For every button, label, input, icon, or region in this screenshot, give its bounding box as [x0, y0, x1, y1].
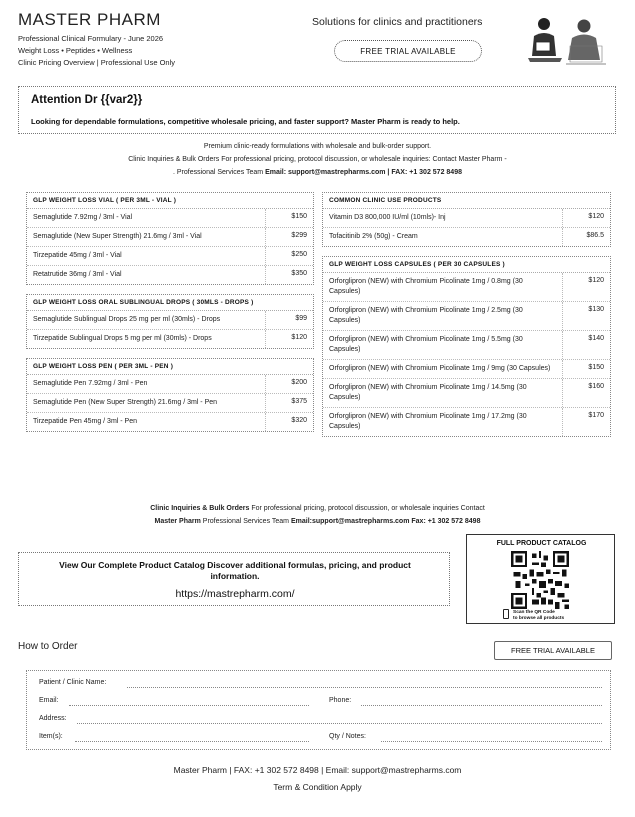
qr-caption-line-1: Scan the QR Code	[513, 610, 555, 615]
header-category-line: Weight Loss • Peptides • Wellness	[18, 46, 133, 55]
tagline: Solutions for clinics and practitioners	[312, 16, 483, 28]
contact-company: Master Pharm	[154, 518, 201, 525]
product-name: Semaglutide (New Super Strength) 21.6mg / 3ml - Vial	[33, 233, 202, 240]
common-products-title: COMMON CLINIC USE PRODUCTS	[323, 193, 610, 209]
brand-name: MASTER PHARM	[18, 10, 161, 29]
attention-box	[18, 86, 616, 134]
header-pricing-line: Clinic Pricing Overview | Professional Use Only	[18, 58, 175, 67]
catalog-link[interactable]: https://mastrepharm.com/	[175, 588, 295, 600]
qty-field[interactable]	[381, 741, 602, 742]
table-row	[27, 413, 313, 431]
table-row	[27, 228, 313, 247]
table-row	[27, 375, 313, 394]
common-products-panel	[322, 192, 611, 247]
contact-line-2	[0, 518, 635, 525]
product-price: $299	[265, 228, 313, 246]
name-label: Patient / Clinic Name:	[39, 679, 107, 686]
intro-contact: Email: support@mastrepharms.com | FAX: +1 302 572 8498	[265, 169, 462, 176]
phone-field[interactable]	[361, 705, 602, 706]
right-price-column	[322, 192, 611, 437]
free-trial-button-bottom[interactable]: FREE TRIAL AVAILABLE	[494, 641, 612, 660]
product-price: $140	[562, 331, 610, 359]
product-name: Orforglipron (NEW) with Chromium Picolinate 1mg / 2.5mg (30 Capsules)	[329, 307, 523, 324]
header-formulary-line: Professional Clinical Formulary - June 2026	[18, 34, 164, 43]
attention-title: Attention Dr {{var2}}	[31, 94, 143, 106]
glp-pen-panel	[26, 358, 314, 432]
product-price: $130	[562, 302, 610, 330]
product-name: Orforglipron (NEW) with Chromium Picolinate 1mg / 17.2mg (30 Capsules)	[329, 413, 527, 430]
email-label: Email:	[39, 697, 59, 704]
product-name: Semaglutide Pen (New Super Strength) 21.6mg / 3ml - Pen	[33, 399, 218, 406]
product-name: Tirzepatide Pen 45mg / 3ml - Pen	[33, 418, 138, 425]
address-label: Address:	[39, 715, 67, 722]
contact-email-fax: Email:support@mastrepharms.com Fax: +1 302 572 8498	[290, 518, 481, 525]
product-name: Orforglipron (NEW) with Chromium Picolinate 1mg / 14.5mg (30 Capsules)	[329, 384, 527, 401]
product-name: Tofacitinib 2% (50g) - Cream	[329, 233, 418, 240]
table-row	[27, 311, 313, 330]
catalog-text: View Our Complete Product Catalog Discover additional formulas, pricing, and product information.	[59, 560, 411, 581]
table-row	[27, 394, 313, 413]
phone-label: Phone:	[329, 697, 352, 704]
product-name: Retatrutide 36mg / 3ml - Vial	[33, 271, 122, 278]
product-price: $200	[265, 375, 313, 393]
qr-caption-line-2: to browse all products	[513, 616, 565, 621]
name-field[interactable]	[127, 687, 602, 688]
footer-terms[interactable]: Term & Condition Apply	[273, 782, 362, 792]
product-price: $150	[265, 209, 313, 227]
product-price: $86.5	[562, 228, 610, 246]
qr-title: FULL PRODUCT CATALOG	[496, 540, 587, 547]
product-price: $320	[265, 413, 313, 431]
items-label: Item(s):	[39, 733, 63, 740]
capsules-title: GLP WEIGHT LOSS CAPSULES ( PER 30 CAPSULES )	[323, 257, 610, 273]
contact-line-1-rest: For professional pricing, protocol discussion, or wholesale inquiries Contact	[249, 505, 485, 512]
product-price: $170	[562, 408, 610, 436]
glp-pen-title: GLP WEIGHT LOSS PEN ( PER 3ML - PEN )	[27, 359, 313, 375]
glp-vial-title: GLP WEIGHT LOSS VIAL ( PER 3ML - VIAL )	[27, 193, 313, 209]
product-price: $350	[265, 266, 313, 284]
free-trial-button[interactable]: FREE TRIAL AVAILABLE	[334, 40, 482, 62]
table-row	[323, 360, 610, 379]
email-field[interactable]	[69, 705, 309, 706]
product-price: $375	[265, 394, 313, 412]
attention-text: Looking for dependable formulations, competitive wholesale pricing, and faster support? Master Pharm is ready to help.	[31, 117, 460, 126]
table-row	[27, 266, 313, 284]
product-name: Semaglutide 7.92mg / 3ml - Vial	[33, 214, 133, 221]
product-price: $120	[265, 330, 313, 348]
contact-line-1	[0, 505, 635, 512]
how-to-order-title: How to Order	[18, 641, 78, 652]
glp-vial-panel	[26, 192, 314, 285]
intro-line-3-prefix: . Professional Services Team	[173, 169, 266, 176]
left-price-column	[26, 192, 314, 432]
product-price: $120	[562, 209, 610, 227]
intro-line-3	[0, 169, 635, 176]
table-row	[27, 247, 313, 266]
table-row	[323, 302, 610, 331]
qty-label: Qty / Notes:	[329, 733, 366, 740]
product-name: Vitamin D3 800,000 IU/ml (10mls)- Inj	[329, 214, 446, 221]
capsules-panel	[322, 256, 611, 437]
product-name: Semaglutide Sublingual Drops 25 mg per ml (30mls) - Drops	[33, 316, 221, 323]
product-name: Orforglipron (NEW) with Chromium Picolinate 1mg / 9mg (30 Capsules)	[329, 365, 551, 372]
qr-caption	[513, 610, 564, 622]
product-price: $150	[562, 360, 610, 378]
table-row	[323, 408, 610, 436]
product-name: Tirzepatide Sublingual Drops 5 mg per ml (30mls) - Drops	[33, 335, 212, 342]
product-price: $120	[562, 273, 610, 301]
product-price: $99	[265, 311, 313, 329]
product-name: Tirzepatide 45mg / 3ml - Vial	[33, 252, 122, 259]
table-row	[27, 209, 313, 228]
footer-contact: Master Pharm | FAX: +1 302 572 8498 | Email: support@mastrepharms.com	[173, 765, 462, 775]
glp-drops-panel	[26, 294, 314, 349]
table-row	[323, 228, 610, 246]
qr-catalog-box	[466, 534, 615, 624]
consultation-illustration-icon	[522, 12, 608, 68]
catalog-box	[18, 552, 450, 606]
product-name: Orforglipron (NEW) with Chromium Picolinate 1mg / 0.8mg (30 Capsules)	[329, 278, 523, 295]
intro-line-1: Premium clinic-ready formulations with wholesale and bulk-order support.	[203, 143, 432, 150]
intro-line-2: Clinic Inquiries & Bulk Orders For professional pricing, protocol discussion, or wholesale inquiries: Contact Master Pharm -	[128, 156, 507, 163]
product-price: $160	[562, 379, 610, 407]
contact-heading: Clinic Inquiries & Bulk Orders	[150, 505, 250, 512]
qr-code-icon[interactable]	[511, 551, 569, 609]
contact-line-2-rest: Professional Services Team	[200, 518, 291, 525]
table-row	[323, 379, 610, 408]
table-row	[27, 330, 313, 348]
table-row	[323, 209, 610, 228]
product-name: Semaglutide Pen 7.92mg / 3ml - Pen	[33, 380, 148, 387]
glp-drops-title: GLP WEIGHT LOSS ORAL SUBLINGUAL DROPS ( 30MLS - DROPS )	[27, 295, 313, 311]
phone-icon	[503, 609, 509, 619]
product-price: $250	[265, 247, 313, 265]
order-form	[26, 670, 611, 750]
table-row	[323, 273, 610, 302]
items-field[interactable]	[75, 741, 309, 742]
product-name: Orforglipron (NEW) with Chromium Picolinate 1mg / 5.5mg (30 Capsules)	[329, 336, 523, 353]
address-field[interactable]	[77, 723, 602, 724]
table-row	[323, 331, 610, 360]
